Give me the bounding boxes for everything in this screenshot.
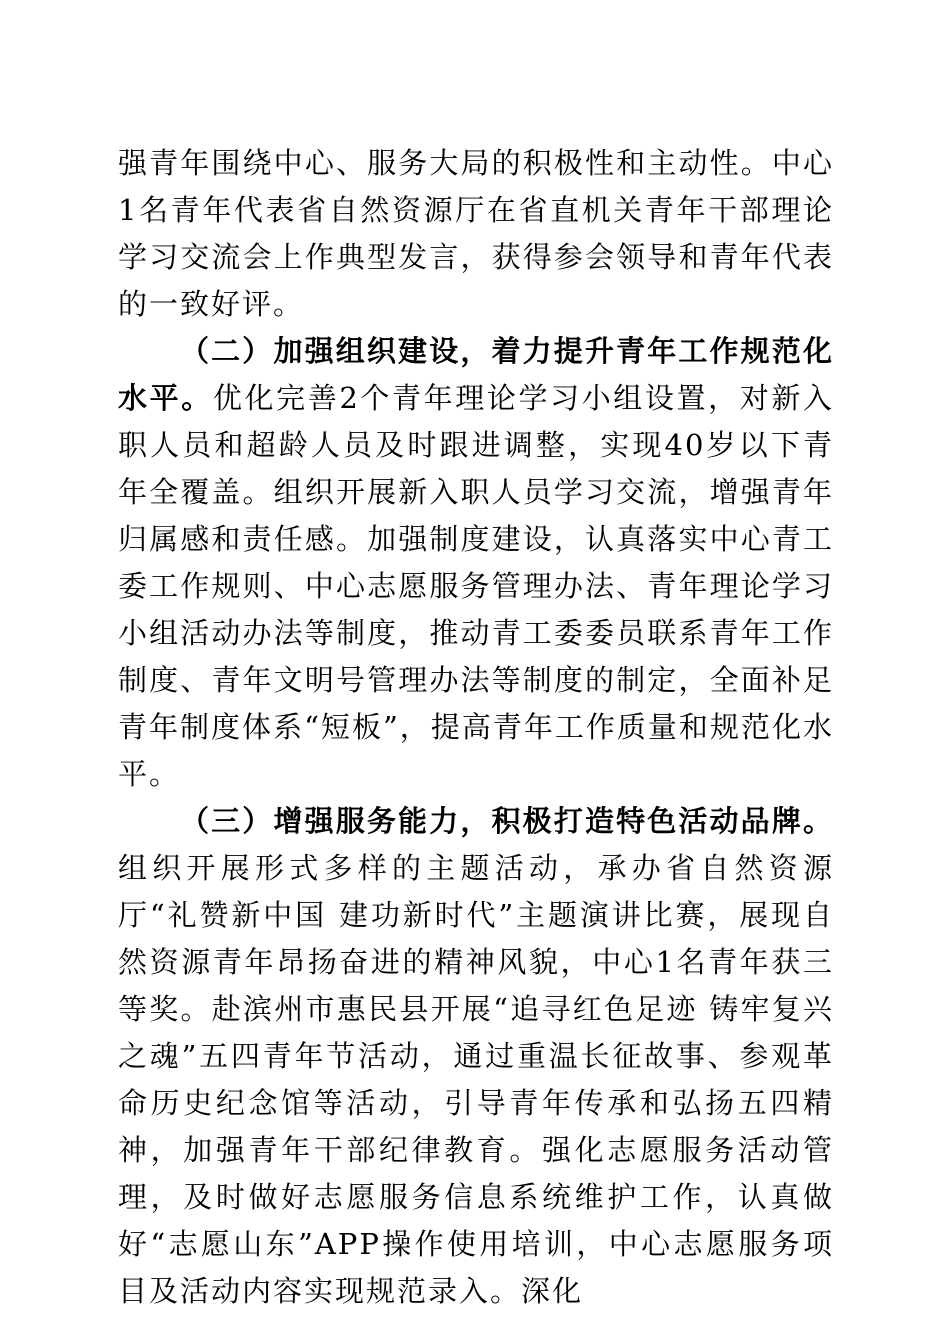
document-body: [118, 140, 834, 1315]
paragraph-3-text: 组织开展形式多样的主题活动，承办省自然资源厅“礼赞新中国 建功新时代”主题演讲比赛，展现自然资源青年昂扬奋进的精神风貌，中心1名青年获三等奖。赴滨州市惠民县开展“追寻红色足迹 铸牢复兴之魂”五四青年节活动，通过重温长征故事、参观革命历史纪念馆等活动，引导青年传承和弘扬五四精神，加强青年干部纪律教育。强化志愿服务活动管理，及时做好志愿服务信息系统维护工作，认真做好“志愿山东”APP操作使用培训，中心志愿服务项目及活动内容实现规范录入。深化: [118, 851, 834, 1308]
paragraph-3: [118, 798, 834, 1315]
paragraph-2: [118, 328, 834, 798]
paragraph-1: [118, 140, 834, 328]
paragraph-2-text: 优化完善2个青年理论学习小组设置，对新入职人员和超龄人员及时跟进调整，实现40岁以下青年全覆盖。组织开展新入职人员学习交流，增强青年归属感和责任感。加强制度建设，认真落实中心青工委工作规则、中心志愿服务管理办法、青年理论学习小组活动办法等制度，推动青工委委员联系青年工作制度、青年文明号管理办法等制度的制定，全面补足青年制度体系“短板”，提高青年工作质量和规范化水平。: [118, 381, 834, 791]
section-heading-3: （三）增强服务能力，积极打造特色活动品牌。: [180, 804, 834, 838]
section-heading-2: （二）加强组织建设，着力提升青年工作规范化水平。: [118, 334, 834, 415]
paragraph-1-text: 强青年围绕中心、服务大局的积极性和主动性。中心1名青年代表省自然资源厅在省直机关青年干部理论学习交流会上作典型发言，获得参会领导和青年代表的一致好评。: [118, 146, 834, 321]
